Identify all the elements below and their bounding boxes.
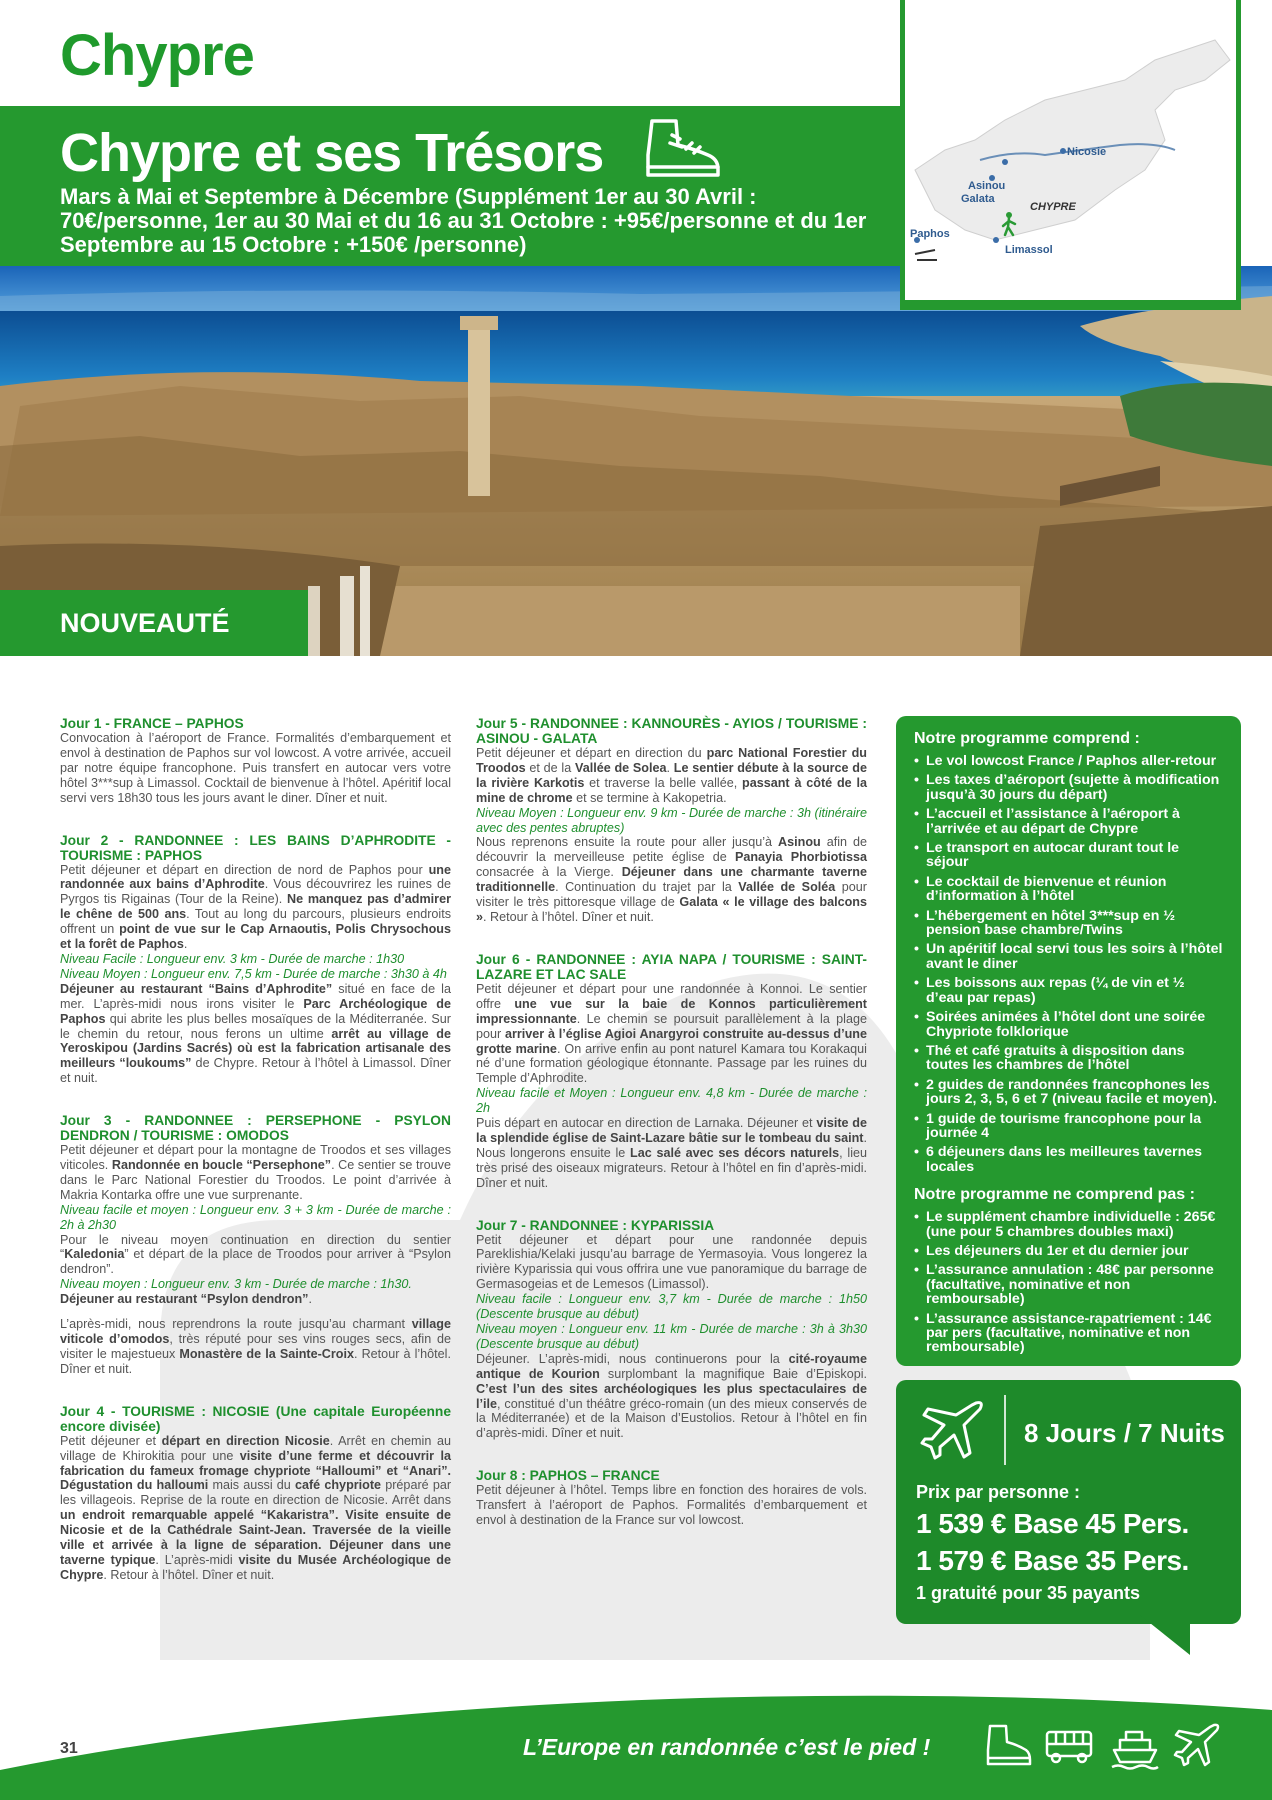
body-text: . Tout au long du parcours, plusieurs endroits offrent un [60, 907, 452, 937]
map-label-limassol: Limassol [1005, 244, 1053, 256]
included-item: • L’hébergement en hôtel 3***sup en ½ pension base chambre/Twins [914, 909, 1225, 938]
body-text: . [183, 937, 188, 952]
body-text: . Continuation du trajet par la [555, 880, 739, 895]
plane-icon [1172, 1720, 1222, 1770]
walk-level-info: Niveau Moyen : Longueur env. 7,5 km - Durée de marche : 3h30 à 4h [60, 966, 447, 981]
body-text: Déjeuner. L’après-midi, nous continuerons pour la [476, 1351, 789, 1366]
body-text: surplombant la magnifique Baie d’Episkopi. [599, 1366, 867, 1381]
included-item: • Soirées animées à l’hôtel dont une soirée Chypriote folklorique [914, 1010, 1225, 1039]
highlight-text: visite de la splendide église de Saint-Lazare bâtie sur le tombeau du saint [476, 1116, 867, 1145]
body-text: préparé par les villageois. Reprise de la route en direction de Nicosie. Arrêt dans [60, 1478, 452, 1508]
map-label-paphos: Paphos [910, 228, 950, 240]
hiking-boot-icon [642, 115, 722, 181]
walk-level-info: Niveau facile et Moyen : Longueur env. 4,8 km - Durée de marche : 2h [476, 1086, 867, 1116]
body-text: de Chypre. Retour à l’hôtel à Limassol. Dîner et nuit. [60, 1056, 452, 1086]
body-text: . Nous longerons ensuite le [476, 1130, 867, 1160]
hiking-boot-icon [984, 1720, 1034, 1770]
highlight-text: arriver à l’église Agioi Anargyroi construite au-dessus d’une grotte marine [476, 1026, 867, 1056]
day-paragraph [60, 967, 451, 982]
included-item: • 2 guides de randonnées francophones les jours 2, 3, 5, 6 et 7 (niveau facile et moyen). [914, 1078, 1225, 1107]
free-place-note: 1 gratuité pour 35 payants [916, 1583, 1141, 1603]
bus-icon [1044, 1720, 1094, 1770]
highlight-text: Déjeuner au restaurant “Bains d’Aphrodite” [60, 981, 333, 996]
highlight-text: Le sentier débute à la source de la rivière Karkotis [476, 760, 868, 790]
excluded-item: • Le supplément chambre individuelle : 265€ (une pour 5 chambres doubles maxi) [914, 1210, 1225, 1239]
highlight-text: Vallée de Solea [574, 760, 667, 775]
highlight-text: Galata « le village des balcons » [476, 895, 867, 924]
body-text: afin de découvrir la merveilleuse petite église de [476, 835, 868, 865]
highlight-text: Monastère de la Sainte-Croix [179, 1346, 354, 1361]
page-number: 31 [60, 1740, 78, 1757]
travel-dates: Mars à Mai et Septembre à Décembre (Supplément 1er au 30 Avril : 70€/personne, 1er au 30 Mai et du 16 au 31 Octobre : +95€/personne et du 1er Septembre au 15 Octobre : +150€ /personne) [60, 184, 867, 257]
day-paragraph [476, 1352, 867, 1441]
day-title: Jour 6 - RANDONNEE : AYIA NAPA / TOURISME : SAINT-LAZARE ET LAC SALE [476, 951, 867, 982]
highlight-text: un endroit remarquable appelé “Kakaristra”. Visite ensuite de Nicosie et de la Cathédrale Saint-Jean. Traversée de la vieille ville et arrivée à la ligne de séparation. Déjeuner dans une taverne typique [60, 1508, 451, 1567]
day-title: Jour 2 - RANDONNEE : LES BAINS D’APHRODITE - TOURISME : PAPHOS [60, 832, 451, 863]
excluded-item: • L’assurance assistance-rapatriement : 14€ par pers (facultative, nominative et non remboursable) [914, 1312, 1225, 1355]
included-item: • 1 guide de tourisme francophone pour la journée 4 [914, 1112, 1225, 1141]
day-paragraph [476, 1483, 867, 1528]
day-paragraph [60, 731, 451, 806]
included-item: • Thé et café gratuits à disposition dans toutes les chambres de l’hôtel [914, 1044, 1225, 1073]
body-text: . Ce sentier se trouve dans le Parc National Forestier du Troodos. Le point d’arrivée à Makria Kontarka offre une vue surprenante. [60, 1158, 451, 1202]
map-label-chypre: CHYPRE [1030, 201, 1076, 213]
day-paragraph [60, 952, 451, 967]
body-text: . Le chemin se poursuit parallèlement à la plage pour [476, 1011, 867, 1041]
highlight-text: Panayia Phorbiotissa [734, 850, 867, 865]
body-text: Petit déjeuner et départ en direction du [476, 746, 707, 760]
day-paragraph [476, 1322, 867, 1352]
body-text: Petit déjeuner et départ pour une randonnée depuis Pareklishia/Kelaki jusqu’au barrage de Yermasoyia. Vous longerez la rivière Kyparissia qui vous offrira une vue panoramique du barrage de Germasogeias et de Lemesos (Limassol). [476, 1232, 867, 1292]
day-paragraph [60, 1434, 451, 1583]
included-item: • Le cocktail de bienvenue et réunion d’information à l’hôtel [914, 875, 1225, 904]
excluded-item: • L’assurance annulation : 48€ par personne (facultative, nominative et non remboursable) [914, 1263, 1225, 1306]
walk-level-info: Niveau Facile : Longueur env. 3 km - Durée de marche : 1h30 [60, 951, 405, 966]
day-paragraph [476, 835, 867, 924]
body-text: . L’après-midi [155, 1552, 239, 1567]
highlight-text: C’est l’un des sites archéologiques les plus spectaculaires de l’ile [476, 1381, 867, 1411]
highlight-text: départ en direction Nicosie [161, 1433, 330, 1448]
ship-icon [1110, 1720, 1160, 1770]
body-text: , lieu très prisé des oiseaux migrateurs. Retour à l’hôtel en fin d’après-midi. Dîner et nuit. [476, 1145, 867, 1190]
body-text: . Retour à l’hôtel. Dîner et nuit. [483, 909, 654, 924]
day-title: Jour 8 : PAPHOS – FRANCE [476, 1468, 660, 1484]
included-item: • Le vol lowcost France / Paphos aller-retour [914, 754, 1225, 768]
map-label-galata: Galata [961, 193, 995, 205]
itinerary-column-2 [476, 716, 867, 1555]
body-text: mais aussi du [208, 1478, 295, 1493]
highlight-text: Déjeuner dans une charmante taverne traditionnelle [476, 865, 867, 895]
highlight-text: passant à côté de la mine de chrome [476, 775, 867, 805]
body-text: et de la [525, 760, 575, 775]
body-text: qui abrite les plus belles mosaïques de la Méditerranée. Sur le chemin du retour, nous ferons un ultime [60, 1011, 451, 1041]
highlight-text: Parc Archéologique de Paphos [60, 996, 451, 1026]
body-text: Nous reprenons ensuite la route pour aller jusqu’à [476, 835, 779, 850]
price-label: Prix par personne : [916, 1482, 1081, 1502]
body-text: pour visiter le très pittoresque village de [476, 880, 867, 910]
body-text: , très réputé pour ses vins rouges secs, afin de visiter le majestueux [60, 1332, 451, 1361]
body-text: Pour le niveau moyen continuation en direction du sentier “ [60, 1232, 451, 1262]
highlight-text: Ne manquez pas d’admirer le chêne de 500 ans [60, 892, 451, 922]
included-item: • Le transport en autocar durant tout le séjour [914, 841, 1225, 870]
body-text: . [308, 1292, 312, 1307]
highlight-text: café chypriote [294, 1478, 382, 1493]
highlight-text: village viticole d’omodos [60, 1317, 451, 1346]
map-label-asinou: Asinou [968, 180, 1006, 192]
includes-title: Notre programme comprend : [914, 730, 1140, 747]
day-paragraph [476, 1233, 867, 1293]
day-title: Jour 3 - RANDONNEE : PERSEPHONE - PSYLON DENDRON / TOURISME : OMODOS [60, 1113, 451, 1144]
highlight-text: Randonnée en boucle “Persephone” [111, 1158, 332, 1173]
excluded-item: • Les déjeuners du 1er et du dernier jour [914, 1244, 1225, 1258]
day-2 [60, 833, 451, 1087]
highlight-text: Kaledonia [64, 1247, 125, 1262]
day-paragraph [60, 1143, 451, 1203]
included-item: • L’accueil et l’assistance à l’aéroport à l’arrivée et au départ de Chypre [914, 807, 1225, 836]
day-paragraph [60, 1233, 451, 1278]
walk-level-info: Niveau facile : Longueur env. 3,7 km - Durée de marche : 1h50 (Descente brusque au début) [476, 1292, 867, 1322]
highlight-text: visite du Musée Archéologique de Chypre [60, 1552, 451, 1582]
body-text: . Arrêt en chemin au village de Khirokitia pour une [60, 1433, 451, 1463]
highlight-text: visite d’une ferme et découvrir la fabrication du fameux fromage chypriote “Halloumi” et “Anari”. Dégustation du halloumi [60, 1448, 451, 1493]
day-paragraph [476, 1116, 867, 1191]
nouveaute-badge: NOUVEAUTÉ [60, 608, 230, 638]
body-text: L’après-midi, nous reprendrons la route jusqu’au charmant [60, 1317, 412, 1332]
day-paragraph [476, 1086, 867, 1116]
day-title: Jour 7 - RANDONNEE : KYPARISSIA [476, 1217, 715, 1233]
plane-icon [918, 1395, 988, 1465]
included-item: • Un apéritif local servi tous les soirs à l’hôtel avant le diner [914, 942, 1225, 971]
program-includes-box [896, 716, 1241, 1366]
highlight-text: parc National Forestier du Troodos [476, 746, 867, 775]
day-paragraph [476, 1292, 867, 1322]
body-text: Petit déjeuner et [60, 1433, 162, 1448]
day-title: Jour 1 - FRANCE – PAPHOS [60, 716, 244, 731]
body-text: Petit déjeuner à l’hôtel. Temps libre en fonction des horaires de vols. Transfert à l’aéroport de Paphos. Formalités d’embarquement et envol à destination de la France sur vol lowcost. [476, 1483, 867, 1528]
highlight-text: Lac salé avec ses décors naturels [630, 1145, 840, 1160]
body-text: consacrée à la Vierge. [476, 865, 622, 880]
map-label-nicosie: Nicosie [1067, 146, 1107, 158]
body-text: . On arrive enfin au pont naturel Kamara tou Korakaqui né d’une formation géologique étonnante. Passage par les ruines du Temple d’Aphrodite. [476, 1041, 867, 1086]
body-text: . [666, 760, 674, 775]
included-item: • 6 déjeuners dans les meilleures tavernes locales [914, 1145, 1225, 1174]
highlight-text: cité-royaume antique de Kourion [476, 1351, 867, 1381]
highlight-text: une vue sur la baie de Konnos particulièrement impressionnante [476, 996, 867, 1026]
highlight-text: point de vue sur le Cap Arnaoutis, Polis Chrysochous et la forêt de Paphos [60, 922, 452, 952]
highlight-text: Déjeuner au restaurant “Psylon dendron” [60, 1292, 309, 1307]
map-plane-icon [915, 250, 937, 260]
walk-level-info: Niveau Moyen : Longueur env. 9 km - Durée de marche : 3h (itinéraire avec des pentes abruptes) [476, 805, 867, 835]
day-6 [476, 952, 867, 1191]
included-item: • Les taxes d’aéroport (sujette à modification jusqu’à 30 jours du départ) [914, 773, 1225, 802]
day-3 [60, 1113, 451, 1377]
body-text: et traverse la belle vallée, [584, 775, 743, 790]
body-text: et se termine à Kakopetria. [572, 790, 727, 805]
excludes-title: Notre programme ne comprend pas : [914, 1186, 1195, 1204]
body-text: Puis départ en autocar en direction de Larnaka. Déjeuner et [476, 1116, 817, 1131]
body-text: ” et départ de la place de Troodos pour arriver à “Psylon dendron”. [60, 1247, 451, 1277]
price-base-35: 1 579 € Base 35 Pers. [916, 1545, 1189, 1576]
day-paragraph [60, 1277, 451, 1292]
highlight-text: une randonnée aux bains d’Aphrodite [60, 862, 451, 892]
day-paragraph [60, 1292, 451, 1307]
body-text: Petit déjeuner et départ en direction de nord de Paphos pour [60, 862, 429, 877]
highlight-text: arrêt au village de Yeroskipou (Jardins Sacrés) où est la fabrication artisanale des meilleurs “loukoums” [60, 1026, 451, 1071]
walk-level-info: Niveau facile et moyen : Longueur env. 3 + 3 km - Durée de marche : 2h à 2h30 [60, 1202, 451, 1232]
day-paragraph [476, 982, 867, 1086]
day-paragraph [476, 746, 867, 806]
day-paragraph [476, 806, 867, 836]
trip-title: Chypre et ses Trésors [60, 123, 604, 183]
included-item: • Les boissons aux repas (¼ de vin et ½ d’eau par repas) [914, 976, 1225, 1005]
body-text: Petit déjeuner et départ pour une randonnée à Konnoi. Le sentier offre [476, 981, 867, 1011]
body-text: . Vous découvrirez les ruines de Pyrgos tis Rigainas (Tour de la Reine). [60, 877, 451, 907]
country-title: Chypre [60, 23, 254, 88]
day-4 [60, 1404, 451, 1583]
day-paragraph [60, 1203, 451, 1233]
day-7 [476, 1218, 867, 1442]
body-text: , constitué d’un théâtre gréco-romain (un des mieux conservés de la Méditerranée) et de la Maison d’Eustolios. Retour à l’hôtel en fin d’après-midi. Dîner et nuit. [476, 1396, 867, 1441]
excludes-list [914, 1210, 1225, 1355]
trip-duration: 8 Jours / 7 Nuits [1024, 1418, 1225, 1448]
price-box-tail [1140, 1615, 1190, 1655]
walk-level-info: Niveau moyen : Longueur env. 11 km - Durée de marche : 3h à 3h30 (Descente brusque au début) [476, 1322, 867, 1351]
body-text: . Retour à l’hôtel. Dîner et nuit. [103, 1567, 275, 1582]
day-paragraph [60, 1317, 451, 1377]
price-divider [1004, 1395, 1006, 1465]
day-1 [60, 716, 451, 806]
includes-list [914, 754, 1225, 1174]
itinerary-column-1 [60, 716, 451, 1610]
cyprus-map [905, 0, 1236, 300]
highlight-text: Vallée de Soléa [738, 880, 836, 895]
day-title: Jour 4 - TOURISME : NICOSIE (Une capitale Européenne encore divisée) [60, 1403, 451, 1434]
day-5 [476, 716, 867, 925]
walk-level-info: Niveau moyen : Longueur env. 3 km - Durée de marche : 1h30. [60, 1277, 412, 1292]
body-text: situé en face de la mer. L’après-midi nous irons visiter le [60, 981, 451, 1011]
price-base-45: 1 539 € Base 45 Pers. [916, 1508, 1189, 1539]
body-text: Petit déjeuner et départ pour la montagne de Troodos et ses villages viticoles. [60, 1143, 451, 1173]
body-text: Convocation à l’aéroport de France. Formalités d’embarquement et envol à destination de Paphos sur vol lowcost. A votre arrivée, accueil par notre équipe francophone. Puis transfert en autocar vers votre hôtel 3***sup à Limassol. Cocktail de bienvenue à l’hôtel. Apéritif local servi vers 18h30 tous les jours avant le diner. Dîner et nuit. [60, 731, 451, 805]
day-title: Jour 5 - RANDONNEE : KANNOURÈS - AYIOS / TOURISME : ASINOU - GALATA [476, 716, 867, 746]
footer-slogan: L’Europe en randonnée c’est le pied ! [523, 1734, 931, 1760]
highlight-text: Asinou [778, 835, 821, 850]
day-8 [476, 1468, 867, 1528]
day-paragraph [60, 982, 451, 1086]
body-text: . Retour à l’hôtel. Dîner et nuit. [60, 1346, 451, 1376]
day-paragraph [60, 863, 451, 952]
